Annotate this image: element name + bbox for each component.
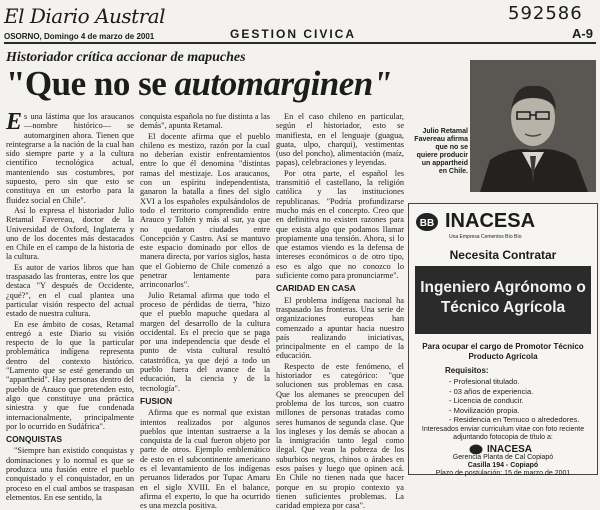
- paragraph: "Siempre han existido conquistas y dominaciones y lo normal es que se produzca una fusión entre el pueblo conquistado y el conquistador, en un proceso en el cual ambos se traspasan elementos. En ese sentido, la: [6, 446, 134, 502]
- requirements-list: [449, 377, 579, 425]
- paragraph: En ese ámbito de cosas, Retamal entregó a este Diario su visión respecto de lo que la particular problemática indígena representa dentro del contexto histórico. "Lamento que se esté generando un "appartheid". Hay personas dentro del pueblo de Arauco que pretenden esto, algo que constituye una práctica siniestra y que fue condenada internacionalmente, principalmente por lo ocurrido en Sudáfrica".: [6, 319, 134, 431]
- logo-mark-text: BB: [419, 217, 435, 229]
- ad-tagline: Una Empresa Cementos Bío Bío: [449, 234, 522, 240]
- paragraph: Así lo expresa el historiador Julio Retamal Favereau, doctor de la Universidad de Oxford, Inglaterra y uno de los docentes más destacados en Chile en el campo de la historia de la cultura.: [6, 205, 134, 262]
- paragraph: Respecto de este fenómeno, el historiador es categórico: "que solucionen sus problemas en casa. Que los alemanes se preocupen del problema de los turcos, son cuatro millones de personas tratadas como seres humanos de segunda clase. Que los ingleses y los demás se abocan a la inmigración tanto legal como ilegal. Que vean la pobreza de los suburbios negros, chinos o árabes en esos países y luego que opinen acá. En Chile no tienen nada que hacer porque en su propio contexto ya tienen suficientes problemas. La caridad empieza por casa".: [276, 361, 404, 510]
- article-headline: [6, 64, 392, 104]
- article-column-3: [276, 112, 404, 510]
- paragraph: Es autor de varios libros que han traspasado las fronteras, entre los que destaca "Y después de Occidente, ¿qué?", en el cual plantea una particular visión respecto del actual estado de nuestra cultura.: [6, 262, 134, 319]
- ad-footer-line-1: Gerencia Planta de Cal Copiapó: [452, 454, 554, 461]
- ad-footer-line-2: Casilla 194 - Copiapó: [467, 462, 539, 469]
- paragraph: Afirma que es normal que existan intentos realizados por algunos pueblos que intentan sustraerse a la conquista de la cual fueron objeto por parte de otros. Ejemplo emblemático de esto en el subcontinente americano es el levantamiento de los indígenas peruanos liderados por Tupac Amaru en el siglo XVIII. En el balance, afirma el experto, lo que ha ocurrido es una mezcla positiva.: [140, 408, 270, 510]
- ad-contact-text: Interesados enviar curriculum vitae con foto reciente adjuntando fotocopia de título a:: [421, 426, 585, 441]
- article-column-2: [140, 112, 270, 510]
- ad-position-line-1: Ingeniero Agrónomo o: [420, 279, 586, 296]
- portrait-photo: [470, 60, 596, 192]
- section-title: GESTION CIVICA: [230, 27, 357, 41]
- ad-brand: INACESA: [445, 210, 536, 232]
- inacesa-logo-icon: [415, 212, 439, 232]
- ad-footer: [413, 454, 593, 478]
- paragraph: En el caso chileno en particular, según el historiador, esto se manifiesta, en el lenguaje (guagua, guata, ulpo, charqui), vestimentas (uso del poncho), alimentación (maíz, papas), celebraciones y leyendas.: [276, 112, 404, 168]
- article-kicker: Historiador crítica accionar de mapuches: [6, 50, 246, 65]
- paragraph: conquista española no fue distinta a las demás", apunta Retamal.: [140, 112, 270, 131]
- paragraph: El problema indígena nacional ha traspasado las fronteras. Una serie de organizaciones europeas han comenzado a apuntar hacia nuestro país realizando iniciativas, principalmente en el campo de la educación.: [276, 295, 404, 361]
- ad-footer-line-3: Plazo de postulación: 15 de marzo de 2001: [435, 470, 571, 477]
- ad-logo: [415, 210, 535, 233]
- ad-small-brand: INACESA: [487, 444, 533, 455]
- subheading-caridad-en-casa: CARIDAD EN CASA: [276, 283, 356, 294]
- ad-position-box: [415, 266, 591, 334]
- requirement-item: - Movilización propia.: [449, 405, 520, 415]
- page-number: A-9: [572, 26, 593, 41]
- paragraph: s una lástima que los araucanos —nombre histórico— se automarginen ahora. Tienen que reintegrarse a la nación de la cual han sido siempre parte y a la cultura científico tecnológica actual, manteniendo sus costumbres, por supuesto, pero sin que esto se constituya en un estorbo para la fluidez social en Chile".: [6, 112, 134, 205]
- requirement-item: - 03 años de experiencia.: [449, 386, 534, 396]
- paragraph: Julio Retamal afirma que todo el proceso de pérdidas de tierra, "hizo que el pueblo mapuche quedara al margen del desarrollo de la cultura occidental. Es el precio que se paga por una independencia que desde el punto de vista cultural resultó catastrófica, ya que dejó a todo un pueblo fuera del avance de la educación, la ciencia y de la tecnología".: [140, 290, 270, 393]
- document-id: 592586: [508, 3, 583, 24]
- subheading-conquistas: CONQUISTAS: [6, 434, 63, 445]
- paragraph: El docente afirma que el pueblo chileno es mestizo, razón por la cual no deberían existir enfrentamientos entre lo que él denomina "distintas ramas del mestizaje. Los araucanos, con un espíritu independentista, ganaron la batalla a fines del siglo XVI a los españoles expulsándolos de todo el territorio comprendido entre Arauco y Toltén y más al sur, ya que no quedaron ciudades entre Concepción y Castro. Así se mantuvo este espacio dominado por ellos de manera directa, por varios siglos, hasta que el Gobierno de Chile comenzó a penetrar lentamente para arrinconarlos".: [140, 131, 270, 290]
- drop-cap: E: [6, 109, 23, 135]
- article-column-1: [6, 109, 134, 502]
- requirement-item: - Residencia en Temuco o alrededores.: [449, 415, 580, 424]
- requirement-item: - Profesional titulado.: [449, 377, 520, 386]
- job-advertisement: [408, 203, 598, 475]
- photo-caption: Julio Retamal Favereau afirma que no se quiere producir un appartheid en Chile.: [414, 128, 468, 175]
- requirements-title: Requisitos:: [445, 366, 489, 375]
- dateline: OSORNO, Domingo 4 de marzo de 2001: [4, 32, 155, 41]
- newspaper-logo: El Diario Austral: [4, 4, 166, 28]
- subheading-fusion: FUSION: [140, 395, 173, 406]
- headline-part-1: "Que no se: [6, 64, 175, 103]
- ad-description: Para ocupar el cargo de Promotor Técnico Producto Agrícola: [422, 342, 584, 361]
- headline-part-2: automarginen": [174, 64, 392, 103]
- ad-position-line-2: Técnico Agrícola: [440, 299, 566, 316]
- ad-headline: Necesita Contratar: [449, 248, 557, 262]
- portrait-illustration: [470, 60, 596, 192]
- header-rule: [4, 42, 596, 44]
- requirement-item: - Licencia de conducir.: [449, 396, 524, 405]
- paragraph: Por otra parte, el español les transmitió el castellano, la religión católica y las instituciones republicanas. "Podría profundizarse mucho más en el concepto. Creo que en definitiva no existen razones para que exista algo que podamos llamar propiamente una tensión. Ahora, si lo que estamos viendo es la defensa de intereses económicos o de otro tipo, eso es algo que no conozco lo suficiente como para pronunciarme".: [276, 168, 404, 281]
